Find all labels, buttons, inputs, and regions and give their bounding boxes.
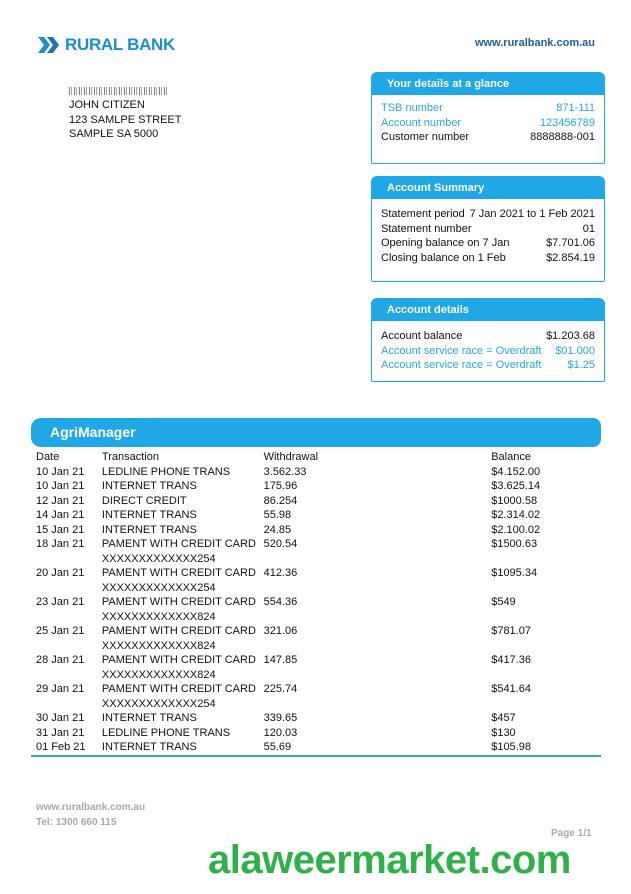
cell-date: 12 Jan 21 [36, 494, 85, 507]
cell-date: 14 Jan 21 [36, 509, 85, 521]
row-value: $2.854.19 [546, 251, 595, 264]
cell-date: 30 Jan 21 [36, 712, 85, 724]
table-row [36, 537, 601, 566]
cell-transaction [102, 523, 264, 538]
opening-balance-row [381, 236, 595, 251]
table-bottom-rule [31, 755, 601, 757]
transaction-description: INTERNET TRANS [101, 480, 197, 492]
masked-card-number: XXXXXXXXXXXXX254 [101, 552, 216, 565]
cell-date: 20 Jan 21 [36, 567, 85, 579]
cell-date: 28 Jan 21 [36, 654, 85, 666]
cell-balance: $541.64 [491, 683, 531, 695]
cell-date: 23 Jan 21 [36, 596, 85, 608]
transaction-description: INTERNET TRANS [101, 523, 197, 536]
section-title-bar: AgriManager [31, 418, 601, 447]
cell-withdrawal: 86.254 [263, 494, 298, 507]
table-row [36, 653, 601, 682]
account-balance-row [381, 329, 595, 344]
cell-date: 10 Jan 21 [36, 465, 85, 478]
table-row [36, 595, 601, 624]
closing-balance-row [381, 251, 595, 266]
row-value: 123456789 [539, 116, 595, 129]
statement-number-row [381, 222, 595, 237]
cell-withdrawal: 339.65 [263, 712, 298, 724]
transaction-description: INTERNET TRANS [101, 741, 197, 753]
cell-transaction [102, 653, 264, 682]
cell-transaction [102, 537, 264, 566]
transaction-description: DIRECT CREDIT [101, 494, 187, 507]
cell-balance: $4.152.00 [491, 465, 541, 478]
cell-date: 25 Jan 21 [36, 625, 85, 637]
cell-withdrawal: 55.98 [263, 509, 292, 521]
cell-balance: $549 [491, 596, 516, 608]
postal-barcode [69, 87, 169, 95]
row-value: $1.25 [567, 359, 595, 371]
cell-balance: $417.36 [491, 654, 531, 666]
table-row [36, 682, 601, 711]
mailing-address [69, 87, 182, 142]
row-label: Customer number [381, 131, 470, 143]
cell-date: 18 Jan 21 [36, 538, 85, 550]
transaction-description: PAMENT WITH CREDIT CARD [101, 596, 256, 608]
cell-date: 15 Jan 21 [36, 523, 85, 536]
double-chevron-right-icon [37, 36, 61, 54]
transaction-description: PAMENT WITH CREDIT CARD [101, 567, 256, 579]
bank-logo [37, 35, 175, 55]
cell-balance: $2.314.02 [491, 509, 541, 521]
row-value: 871-111 [556, 102, 595, 114]
cell-balance: $3.625.14 [491, 480, 541, 492]
row-label: Statement number [381, 222, 472, 235]
cell-transaction [102, 465, 264, 480]
cell-balance: $105.98 [491, 741, 531, 753]
panel-title: Your details at a glance [372, 73, 604, 95]
row-label: Opening balance on 7 Jan [381, 237, 510, 249]
cell-transaction [102, 711, 264, 726]
row-value: 7 Jan 2021 to 1 Feb 2021 [469, 208, 595, 220]
panel-title: Account Summary [372, 177, 604, 199]
cell-transaction [102, 624, 264, 653]
footer-website-link[interactable]: www.ruralbank.com.au [36, 802, 146, 813]
masked-card-number: XXXXXXXXXXXXX254 [101, 581, 216, 594]
cell-withdrawal: 55.69 [263, 741, 292, 753]
cell-withdrawal: 3.562.33 [263, 465, 307, 478]
cell-withdrawal: 120.03 [263, 726, 298, 739]
table-header [36, 450, 601, 465]
cell-balance: $130 [491, 726, 516, 739]
cell-transaction [102, 682, 264, 711]
transaction-description: INTERNET TRANS [101, 509, 197, 521]
customer-number-row [381, 130, 595, 145]
column-header-withdrawal: Withdrawal [263, 451, 319, 463]
cell-transaction [102, 479, 264, 494]
cell-date: 01 Feb 21 [36, 741, 86, 753]
cell-balance: $1095.34 [491, 567, 538, 579]
cell-transaction [102, 595, 264, 624]
column-header-transaction: Transaction [101, 451, 159, 463]
row-label: Account service race = Overdraft [381, 359, 542, 371]
cell-withdrawal: 147.85 [263, 654, 298, 666]
account-summary-panel [371, 176, 605, 282]
tsb-number-row [381, 101, 595, 116]
masked-card-number: XXXXXXXXXXXXX824 [101, 639, 216, 652]
cell-transaction [102, 740, 264, 755]
footer-phone: Tel: 1300 660 115 [36, 817, 117, 828]
transaction-description: LEDLINE PHONE TRANS [101, 465, 231, 478]
address-line-street: 123 SAMLPE STREET [69, 113, 182, 126]
row-label: Account balance [381, 330, 463, 342]
page-number: Page 1/1 [551, 828, 592, 839]
masked-card-number: XXXXXXXXXXXXX824 [101, 610, 216, 623]
row-label: Statement period [381, 208, 465, 220]
brand-name: RURAL BANK [65, 35, 176, 54]
transaction-description: PAMENT WITH CREDIT CARD [101, 683, 256, 695]
header-website-link[interactable]: www.ruralbank.com.au [474, 37, 595, 49]
row-value: $1.203.68 [546, 330, 595, 342]
cell-date: 10 Jan 21 [36, 480, 85, 492]
table-row [36, 523, 601, 538]
footer-contact [36, 800, 145, 830]
panel-title: Account details [372, 299, 604, 321]
cell-transaction [102, 508, 264, 523]
cell-balance: $781.07 [491, 625, 531, 637]
cell-withdrawal: 520.54 [263, 538, 298, 550]
address-line-name: JOHN CITIZEN [69, 99, 145, 111]
cell-withdrawal: 24.85 [263, 523, 292, 536]
row-label: Account service race = Overdraft [381, 344, 542, 357]
row-label: Closing balance on 1 Feb [381, 251, 506, 264]
table-row [36, 711, 601, 726]
cell-balance: $1500.63 [491, 538, 538, 550]
cell-withdrawal: 175.96 [263, 480, 298, 492]
masked-card-number: XXXXXXXXXXXXX824 [101, 668, 216, 681]
row-value: $7.701.06 [546, 237, 595, 249]
table-row [36, 494, 601, 509]
cell-transaction [102, 726, 264, 741]
transaction-description: INTERNET TRANS [101, 712, 197, 724]
account-number-row [381, 116, 595, 131]
row-label: Account number [381, 116, 462, 129]
cell-withdrawal: 554.36 [263, 596, 298, 608]
cell-date: 31 Jan 21 [36, 726, 85, 739]
column-header-balance: Balance [491, 451, 531, 463]
table-body [36, 465, 601, 755]
account-details-panel [371, 298, 605, 382]
cell-balance: $2.100.02 [491, 523, 541, 536]
transaction-description: PAMENT WITH CREDIT CARD [101, 654, 256, 666]
cell-transaction [102, 566, 264, 595]
row-label: TSB number [381, 102, 443, 114]
masked-card-number: XXXXXXXXXXXXX254 [101, 697, 216, 710]
transaction-description: LEDLINE PHONE TRANS [101, 726, 231, 739]
row-value: 8888888-001 [530, 131, 595, 143]
cell-withdrawal: 225.74 [263, 683, 298, 695]
statement-period-row [381, 207, 595, 222]
table-row [36, 465, 601, 480]
table-row [36, 726, 601, 741]
table-row [36, 479, 601, 494]
transaction-description: PAMENT WITH CREDIT CARD [101, 538, 256, 550]
cell-date: 29 Jan 21 [36, 683, 85, 695]
service-rate-row [381, 344, 595, 359]
cell-balance: $1000.58 [491, 494, 538, 507]
table-row [36, 624, 601, 653]
address-line-city: SAMPLE SA 5000 [69, 128, 159, 140]
service-rate-row [381, 358, 595, 373]
row-value: $01.000 [555, 344, 595, 357]
transactions-table [36, 450, 601, 755]
table-row [36, 508, 601, 523]
column-header-date: Date [36, 451, 60, 463]
table-row [36, 566, 601, 595]
details-at-glance-panel [371, 72, 605, 164]
cell-balance: $457 [491, 712, 516, 724]
watermark-text: alaweermarket.com [208, 838, 571, 882]
transaction-description: PAMENT WITH CREDIT CARD [101, 625, 256, 637]
table-row [36, 740, 601, 755]
row-value: 01 [582, 222, 595, 235]
cell-withdrawal: 412.36 [263, 567, 298, 579]
cell-transaction [102, 494, 264, 509]
cell-withdrawal: 321.06 [263, 625, 298, 637]
